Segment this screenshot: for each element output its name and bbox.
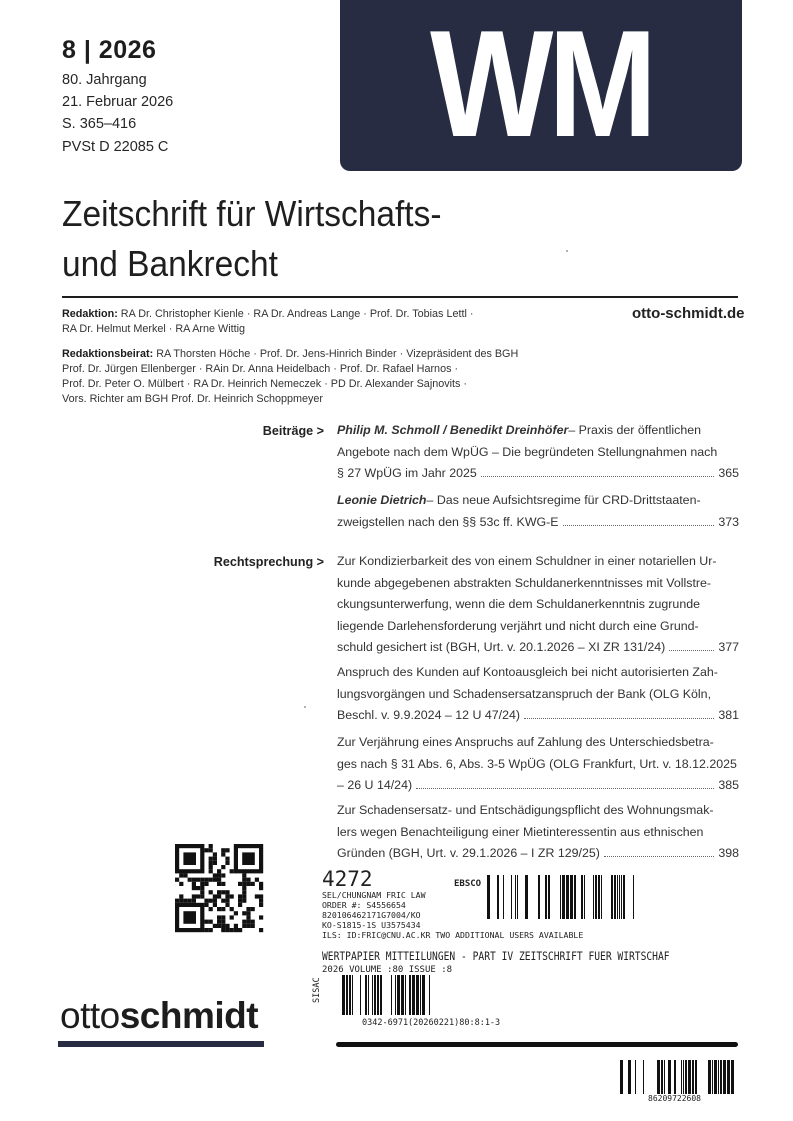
- journal-logo-box: [340, 0, 742, 171]
- toc-entry[interactable]: [337, 732, 739, 797]
- label-line: 820106462171G7004/KO: [322, 910, 421, 920]
- publisher-logo-underline: [58, 1041, 264, 1047]
- section-label-beitraege: Beiträge >: [262, 424, 324, 438]
- issue-date: 21. Februar 2026: [62, 94, 174, 110]
- toc-leader: [481, 475, 715, 477]
- bottom-barcode-number: 86209722608: [648, 1094, 701, 1103]
- qr-code[interactable]: [174, 840, 264, 940]
- header-divider: [62, 296, 738, 298]
- section-label-rechtsprechung: Rechtsprechung >: [213, 555, 324, 569]
- toc-text: – 26 U 14/24): [337, 778, 413, 792]
- toc-page: 365: [718, 466, 739, 480]
- toc-leader: [563, 524, 715, 526]
- advisory-line: Vors. Richter am BGH Prof. Dr. Heinrich Schoppmeyer: [62, 393, 324, 405]
- toc-text: Anspruch des Kunden auf Kontoausgleich bei nicht autorisierten Zah-: [337, 665, 718, 679]
- advisory-board-label: Redaktionsbeirat:: [62, 348, 154, 360]
- toc-leader: [669, 649, 714, 651]
- toc-text: Zur Kondizierbarkeit des von einem Schuldner in einer notariellen Ur-: [337, 554, 717, 568]
- toc-entry[interactable]: [337, 800, 739, 865]
- toc-text: Angebote nach dem WpÜG – Die begründeten Stellungnahmen nach: [337, 444, 718, 459]
- editors-line: RA Dr. Helmut Merkel · RA Arne Wittig: [62, 323, 245, 335]
- label-line: ILS: ID:FRIC@CNU.AC.KR TWO ADDITIONAL USERS AVAILABLE: [322, 930, 584, 940]
- toc-text: ges nach § 31 Abs. 6, Abs. 3-5 WpÜG (OLG Frankfurt, Urt. v. 18.12.2025: [337, 756, 737, 771]
- toc-page: 385: [718, 778, 739, 792]
- advisory-line: Prof. Dr. Jürgen Ellenberger · RAin Dr. Anna Heidelbach · Prof. Dr. Rafael Harnos ·: [62, 363, 459, 375]
- toc-page: 373: [718, 514, 739, 529]
- publisher-logo-schmidt: schmidt: [119, 995, 259, 1036]
- label-line: SEL/CHUNGNAM FRIC LAW: [322, 890, 426, 900]
- toc-author: Philip M. Schmoll / Benedikt Dreinhöfer: [337, 423, 569, 437]
- publisher-logo-otto: otto: [60, 995, 120, 1036]
- toc-page: 377: [718, 640, 739, 654]
- publisher-logo: [60, 995, 258, 1037]
- label-number: 4272: [322, 867, 373, 891]
- toc-entry[interactable]: [337, 662, 739, 727]
- label-barcode-sisac: [336, 975, 436, 1015]
- editors-label: Redaktion:: [62, 308, 118, 320]
- subscription-label: [314, 867, 734, 1047]
- toc-leader: [416, 787, 714, 789]
- toc-text: lungsvorgängen und Schadensersatzanspruch der Bank (OLG Köln,: [337, 686, 712, 701]
- toc-page: 398: [718, 846, 739, 860]
- toc-text: – Das neue Aufsichtsregime für CRD-Drittstaaten-: [426, 493, 701, 507]
- toc-text: lers wegen Benachteiligung einer Mietinteressentin aus ethnischen: [337, 824, 704, 839]
- toc-text: zweigstellen nach den §§ 53c ff. KWG-E: [337, 514, 559, 529]
- label-ebsco: EBSCO: [454, 879, 482, 889]
- toc-page: 381: [718, 708, 739, 722]
- journal-title-line1: Zeitschrift für Wirtschafts-: [62, 193, 442, 234]
- label-volume: 2026 VOLUME :80 ISSUE :8: [322, 965, 453, 975]
- label-issn: 0342-6971(20260221)80:8:1-3: [362, 1018, 501, 1028]
- label-divider: [336, 1042, 738, 1047]
- toc-text: Zur Verjährung eines Anspruchs auf Zahlung des Unterschiedsbetra-: [337, 735, 714, 749]
- issue-number: 8 | 2026: [62, 36, 157, 64]
- advisory-line: RA Thorsten Höche · Prof. Dr. Jens-Hinrich Binder · Vizepräsident des BGH: [153, 348, 519, 360]
- toc-entry[interactable]: [337, 551, 739, 659]
- label-title: WERTPAPIER MITTEILUNGEN - PART IV ZEITSCHRIFT FUER WIRTSCHAF: [322, 950, 670, 963]
- toc-text: Zur Schadensersatz- und Entschädigungspflicht des Wohnungsmak-: [337, 803, 714, 817]
- toc-entry[interactable]: [337, 490, 739, 533]
- toc-author: Leonie Dietrich: [337, 493, 427, 507]
- journal-logo: WM: [430, 0, 652, 169]
- label-address: [322, 890, 583, 940]
- label-sisac: SISAC: [312, 977, 322, 1003]
- toc-leader: [604, 855, 714, 857]
- advisory-line: Prof. Dr. Peter O. Mülbert · RA Dr. Heinrich Nemeczek · PD Dr. Alexander Sajnovits ·: [62, 378, 468, 390]
- label-line: KO-S1815-1S U3575434: [322, 920, 421, 930]
- toc-text: ckungsunterwerfung, wenn die dem Schuldanerkenntnis zugrunde: [337, 597, 701, 611]
- journal-title-line2: und Bankrecht: [62, 243, 278, 284]
- toc-text: schuld gesichert ist (BGH, Urt. v. 20.1.2026 – XI ZR 131/24): [337, 640, 666, 654]
- postal-code: PVSt D 22085 C: [62, 139, 169, 155]
- toc-entry[interactable]: [337, 420, 739, 485]
- bottom-barcode: [620, 1060, 736, 1103]
- scan-speck: [304, 706, 306, 708]
- label-line: ORDER #: S4556654: [322, 900, 406, 910]
- toc-text: – Praxis der öffentlichen: [568, 423, 702, 437]
- editors-line: RA Dr. Christopher Kienle · RA Dr. Andreas Lange · Prof. Dr. Tobias Lettl ·: [117, 308, 474, 320]
- advisory-board-block: [62, 347, 518, 407]
- page-range: S. 365–416: [62, 116, 137, 132]
- toc-leader: [524, 717, 714, 719]
- toc-text: kunde abgegebenen abstrakten Schuldanerkenntnisses mit Vollstre-: [337, 575, 712, 590]
- editors-block: [62, 307, 473, 337]
- toc-text: liegende Darlehensforderung verjährt und nicht durch eine Grund-: [337, 618, 699, 633]
- toc-text: § 27 WpÜG im Jahr 2025: [337, 466, 477, 480]
- volume: 80. Jahrgang: [62, 72, 147, 88]
- publisher-website[interactable]: otto-schmidt.de: [632, 305, 745, 322]
- scan-speck: [566, 250, 568, 252]
- toc-text: Gründen (BGH, Urt. v. 29.1.2026 – I ZR 129/25): [337, 846, 600, 860]
- toc-text: Beschl. v. 9.9.2024 – 12 U 47/24): [337, 708, 520, 722]
